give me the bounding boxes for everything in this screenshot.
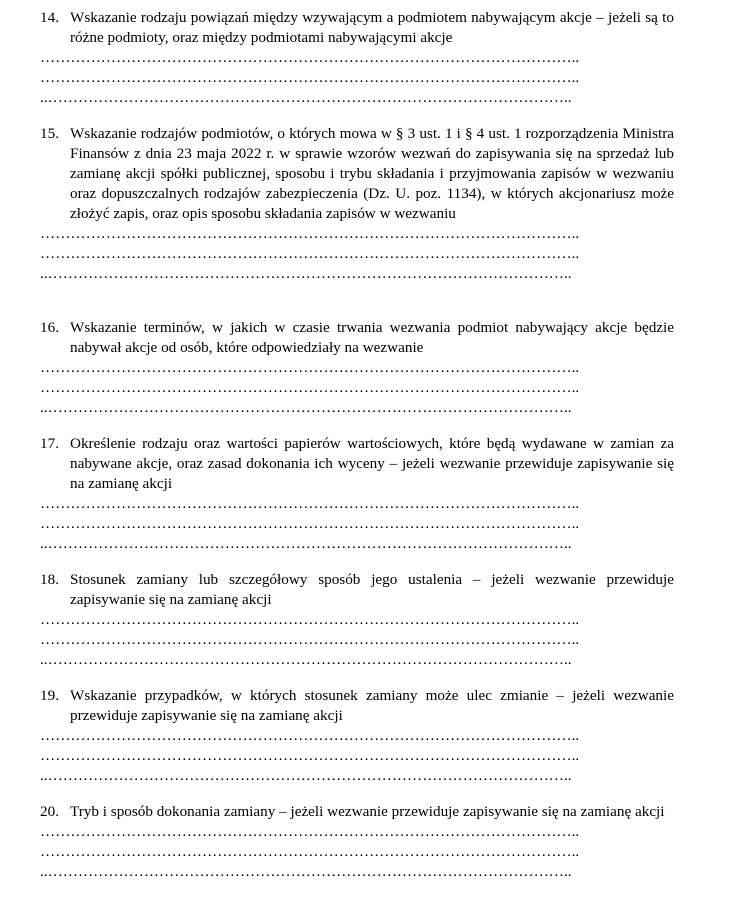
answer-line[interactable]: …………………………………………………………………………………………….. <box>40 379 580 396</box>
answer-line[interactable]: …………………………………………………………………………………………….. <box>40 611 580 628</box>
item-number: 17. <box>40 435 59 452</box>
item-text: Tryb i sposób dokonania zamiany – jeżeli wezwanie przewiduje zapisywanie się na zamianę akcji <box>70 803 665 820</box>
answer-line[interactable]: …………………………………………………………………………………………….. <box>40 359 580 376</box>
answer-line[interactable]: …………………………………………………………………………………………….. <box>40 631 580 648</box>
answer-line[interactable]: …………………………………………………………………………………………….. <box>40 515 580 532</box>
item-text: Wskazanie rodzaju powiązań między wzywającym a podmiotem nabywającym akcje – jeżeli są to różne podmioty, oraz między podmiotami nabywającymi akcje <box>70 9 674 46</box>
item-heading <box>40 124 674 224</box>
answer-line[interactable]: ..………………………………………………………………………………………….. <box>40 399 572 416</box>
item-heading <box>40 686 674 726</box>
form-item-16 <box>40 318 674 418</box>
item-heading <box>40 570 674 610</box>
answer-line[interactable]: ..………………………………………………………………………………………….. <box>40 651 572 668</box>
form-item-17 <box>40 434 674 554</box>
answer-line[interactable]: …………………………………………………………………………………………….. <box>40 727 580 744</box>
answer-line[interactable]: ..………………………………………………………………………………………….. <box>40 863 572 880</box>
answer-line[interactable]: …………………………………………………………………………………………….. <box>40 747 580 764</box>
item-text: Wskazanie terminów, w jakich w czasie trwania wezwania podmiot nabywający akcje będzie nabywał akcje od osób, które odpowiedziały na wezwanie <box>70 319 674 356</box>
item-number: 20. <box>40 803 59 820</box>
item-number: 14. <box>40 9 59 26</box>
answer-line[interactable]: …………………………………………………………………………………………….. <box>40 823 580 840</box>
item-number: 15. <box>40 125 59 142</box>
item-heading <box>40 434 674 494</box>
item-heading <box>40 318 674 358</box>
form-item-15 <box>40 124 674 284</box>
answer-line[interactable]: …………………………………………………………………………………………….. <box>40 49 580 66</box>
item-number: 18. <box>40 571 59 588</box>
answer-line[interactable]: ..………………………………………………………………………………………….. <box>40 89 572 106</box>
answer-line[interactable]: ..………………………………………………………………………………………….. <box>40 535 572 552</box>
answer-line[interactable]: …………………………………………………………………………………………….. <box>40 69 580 86</box>
item-text: Określenie rodzaju oraz wartości papierów wartościowych, które będą wydawane w zamian za nabywane akcje, oraz zasad dokonania ich wyceny – jeżeli wezwanie przewiduje zapisywanie się na zamianę akcji <box>70 435 674 492</box>
answer-line[interactable]: ..………………………………………………………………………………………….. <box>40 265 572 282</box>
form-item-18 <box>40 570 674 670</box>
form-item-20 <box>40 802 674 882</box>
answer-line[interactable]: …………………………………………………………………………………………….. <box>40 495 580 512</box>
form-item-14 <box>40 8 674 108</box>
item-heading <box>40 802 674 822</box>
item-text: Wskazanie rodzajów podmiotów, o których mowa w § 3 ust. 1 i § 4 ust. 1 rozporządzenia Ministra Finansów z dnia 23 maja 2022 r. w sprawie wzorów wezwań do zapisywania się na sprzedaż lub zamianę akcji spółki publicznej, sposobu i trybu składania i przyjmowania zapisów w wezwaniu oraz dopuszczalnych rodzajów zabezpieczenia (Dz. U. poz. 1134), w których akcjonariusz może złożyć zapis, oraz opis sposobu składania zapisów w wezwaniu <box>70 125 674 222</box>
item-number: 16. <box>40 319 59 336</box>
form-item-19 <box>40 686 674 786</box>
item-heading <box>40 8 674 48</box>
answer-line[interactable]: …………………………………………………………………………………………….. <box>40 245 580 262</box>
answer-line[interactable]: …………………………………………………………………………………………….. <box>40 225 580 242</box>
item-text: Stosunek zamiany lub szczegółowy sposób jego ustalenia – jeżeli wezwanie przewiduje zapisywanie się na zamianę akcji <box>70 571 674 608</box>
answer-line[interactable]: ..………………………………………………………………………………………….. <box>40 767 572 784</box>
item-number: 19. <box>40 687 59 704</box>
answer-line[interactable]: …………………………………………………………………………………………….. <box>40 843 580 860</box>
item-text: Wskazanie przypadków, w których stosunek zamiany może ulec zmianie – jeżeli wezwanie przewiduje zapisywanie się na zamianę akcji <box>70 687 674 724</box>
